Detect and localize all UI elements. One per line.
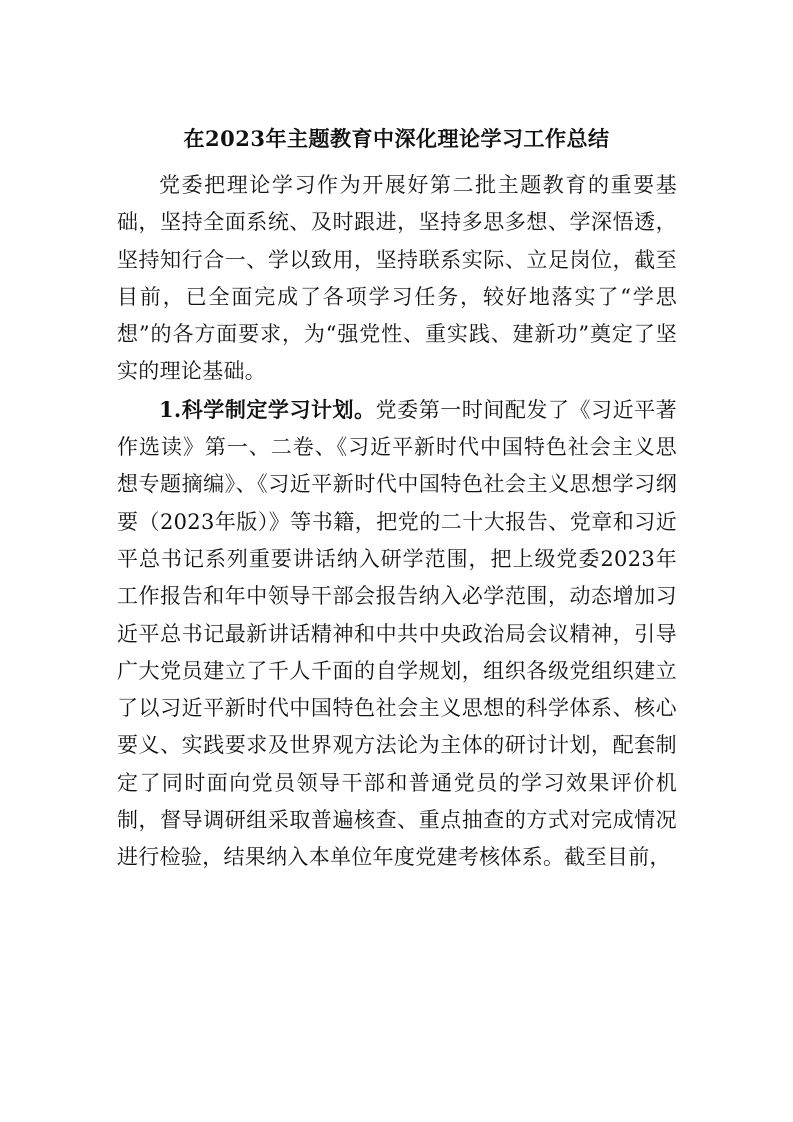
document-title: 在2023年主题教育中深化理论学习工作总结 (183, 126, 610, 151)
paragraph-text: 党委把理论学习作为开展好第二批主题教育的重要基础，坚持全面系统、及时跟进，坚持多思多想、学深悟透，坚持知行合一、学以致用，坚持联系实际、立足岗位，截至目前，已全面完成了各项学习任务，较好地落实了“学思想”的各方面要求，为“强党性、重实践、建新功”奠定了坚实的理论基础。 (117, 173, 677, 384)
paragraph-text: 党委第一时间配发了《习近平著作选读》第一、二卷、《习近平新时代中国特色社会主义思想专题摘编》、《习近平新时代中国特色社会主义思想学习纲要（2023年版）》等书籍，把党的二十大报告、党章和习近平总书记系列重要讲话纳入研学范围，把上级党委2023年工作报告和年中领导干部会报告纳入必学范围，动态增加习近平总书记最新讲话精神和中共中央政治局会议精神，引导广大党员建立了千人千面的自学规划，组织各级党组织建立了以习近平新时代中国特色社会主义思想的科学体系、核心要义、实践要求及世界观方法论为主体的研讨计划，配套制定了同时面向党员领导干部和普通党员的学习效果评价机制，督导调研组采取普遍核查、重点抽查的方式对完成情况进行检验，结果纳入本单位年度党建考核体系。截至目前， (117, 397, 677, 870)
paragraph-intro (117, 166, 677, 391)
paragraph-lead: 1.科学制定学习计划。 (159, 396, 376, 422)
document-body (117, 166, 677, 877)
paragraph-study-plan (117, 391, 677, 877)
